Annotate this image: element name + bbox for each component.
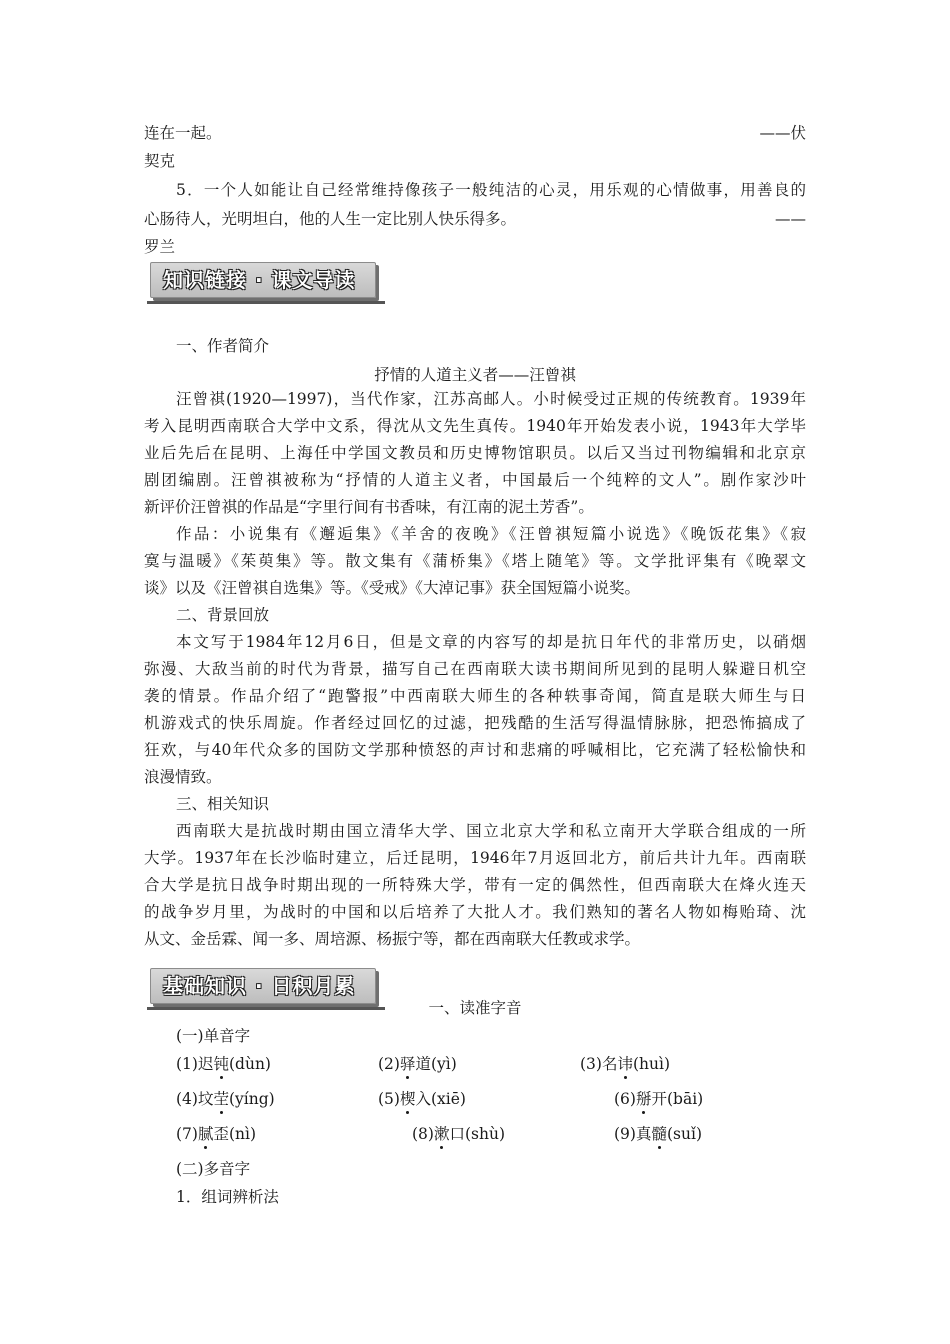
pronunciation-item: (4)坟茔(yíng) [176, 1090, 275, 1108]
banner-label: 知识链接 · 课文导读 [163, 268, 356, 292]
quote4-line: 连在一起。 [144, 124, 222, 142]
author-subtitle: 抒情的人道主义者——汪曾祺 [374, 366, 576, 384]
pronunciation-item: (3)名讳(huì) [580, 1055, 671, 1073]
pronunciation-item: (1)迟钝(dùn) [176, 1055, 271, 1073]
section-heading-pronunciation: 一、读准字音 [428, 999, 522, 1017]
subheading-word-analysis: 1．组词辨析法 [176, 1188, 279, 1206]
quote5-attribution-dash: —— [775, 210, 806, 228]
author-para-line: 剧团编剧。汪曾祺被称为“抒情的人道主义者，中国最后一个纯粹的文人”。剧作家沙叶 [144, 471, 806, 489]
section-heading-related: 三、相关知识 [176, 795, 270, 813]
pronunciation-item: (8)漱口(shù) [412, 1125, 506, 1143]
subheading-single-pronunciation: (一)单音字 [176, 1027, 251, 1045]
author-para-line: 业后先后在昆明、上海任中学国文教员和历史博物馆职员。以后又当过刊物编辑和北京京 [144, 444, 806, 462]
related-para-line: 大学。1937年在长沙临时建立，后迁昆明，1946年7月返回北方，前后共计九年。西南联 [144, 849, 806, 867]
quote5-line1: 5．一个人如能让自己经常维持像孩子一般纯洁的心灵，用乐观的心情做事，用善良的 [176, 181, 806, 199]
author-para-line: 新评价汪曾祺的作品是“字里行间有书香味，有江南的泥土芳香”。 [144, 498, 594, 516]
background-para-line: 袭的情景。作品介绍了“跑警报”中西南联大师生的各种轶事奇闻，简直是联大师生与日 [144, 687, 806, 705]
related-para-line: 从文、金岳霖、闻一多、周培源、杨振宁等，都在西南联大任教或求学。 [144, 930, 641, 948]
quote4-attribution: 契克 [144, 152, 176, 170]
pronunciation-item: (5)楔入(xiē) [378, 1090, 466, 1108]
section-heading-author: 一、作者简介 [176, 337, 270, 355]
background-para-line: 狂欢，与40年代众多的国防文学那种愤怒的声讨和悲痛的呼喊相比，它充满了轻松愉快和 [144, 741, 806, 759]
pronunciation-item: (9)真髓(suǐ) [614, 1125, 702, 1143]
section-banner-knowledge-link [150, 262, 376, 298]
works-para-line: 寞与温暖》《茱萸集》等。散文集有《蒲桥集》《塔上随笔》等。文学批评集有《晚翠文 [144, 552, 806, 570]
related-para-line: 合大学是抗日战争时期出现的一所特殊大学，带有一定的偶然性，但西南联大在烽火连天 [144, 876, 806, 894]
related-para-line: 的战争岁月里，为战时的中国和以后培养了大批人才。我们熟知的著名人物如梅贻琦、沈 [144, 903, 806, 921]
quote5-attribution: 罗兰 [144, 238, 176, 256]
pronunciation-item: (6)掰开(bāi) [614, 1090, 704, 1108]
subheading-polyphonic: (二)多音字 [176, 1160, 251, 1178]
banner-label: 基础知识 · 日积月累 [163, 974, 356, 998]
quote4-attribution-dash: ——伏 [759, 124, 806, 142]
works-para-line: 谈》以及《汪曾祺自选集》等。《受戒》《大淖记事》获全国短篇小说奖。 [144, 579, 641, 597]
author-para-line: 汪曾祺(1920—1997)，当代作家，江苏高邮人。小时候受过正规的传统教育。1939年 [176, 390, 806, 408]
background-para-line: 本文写于1984年12月6日，但是文章的内容写的却是抗日年代的非常历史，以硝烟 [176, 633, 806, 651]
section-heading-background: 二、背景回放 [176, 606, 270, 624]
pronunciation-item: (7)腻歪(nì) [176, 1125, 257, 1143]
related-para-line: 西南联大是抗战时期由国立清华大学、国立北京大学和私立南开大学联合组成的一所 [176, 822, 806, 840]
background-para-line: 弥漫、大敌当前的时代为背景，描写自己在西南联大读书期间所见到的昆明人躲避日机空 [144, 660, 806, 678]
author-para-line: 考入昆明西南联合大学中文系，得沈从文先生真传。1940年开始发表小说，1943年大学毕 [144, 417, 806, 435]
pronunciation-item: (2)驿道(yì) [378, 1055, 457, 1073]
works-para-line: 作品：小说集有《邂逅集》《羊舍的夜晚》《汪曾祺短篇小说选》《晚饭花集》《寂 [176, 525, 806, 543]
background-para-line: 浪漫情致。 [144, 768, 222, 786]
quote5-line2: 心肠待人，光明坦白，他的人生一定比别人快乐得多。 [144, 210, 517, 228]
background-para-line: 机游戏式的快乐周旋。作者经过回忆的过滤，把残酷的生活写得温情脉脉，把恐怖搞成了 [144, 714, 806, 732]
